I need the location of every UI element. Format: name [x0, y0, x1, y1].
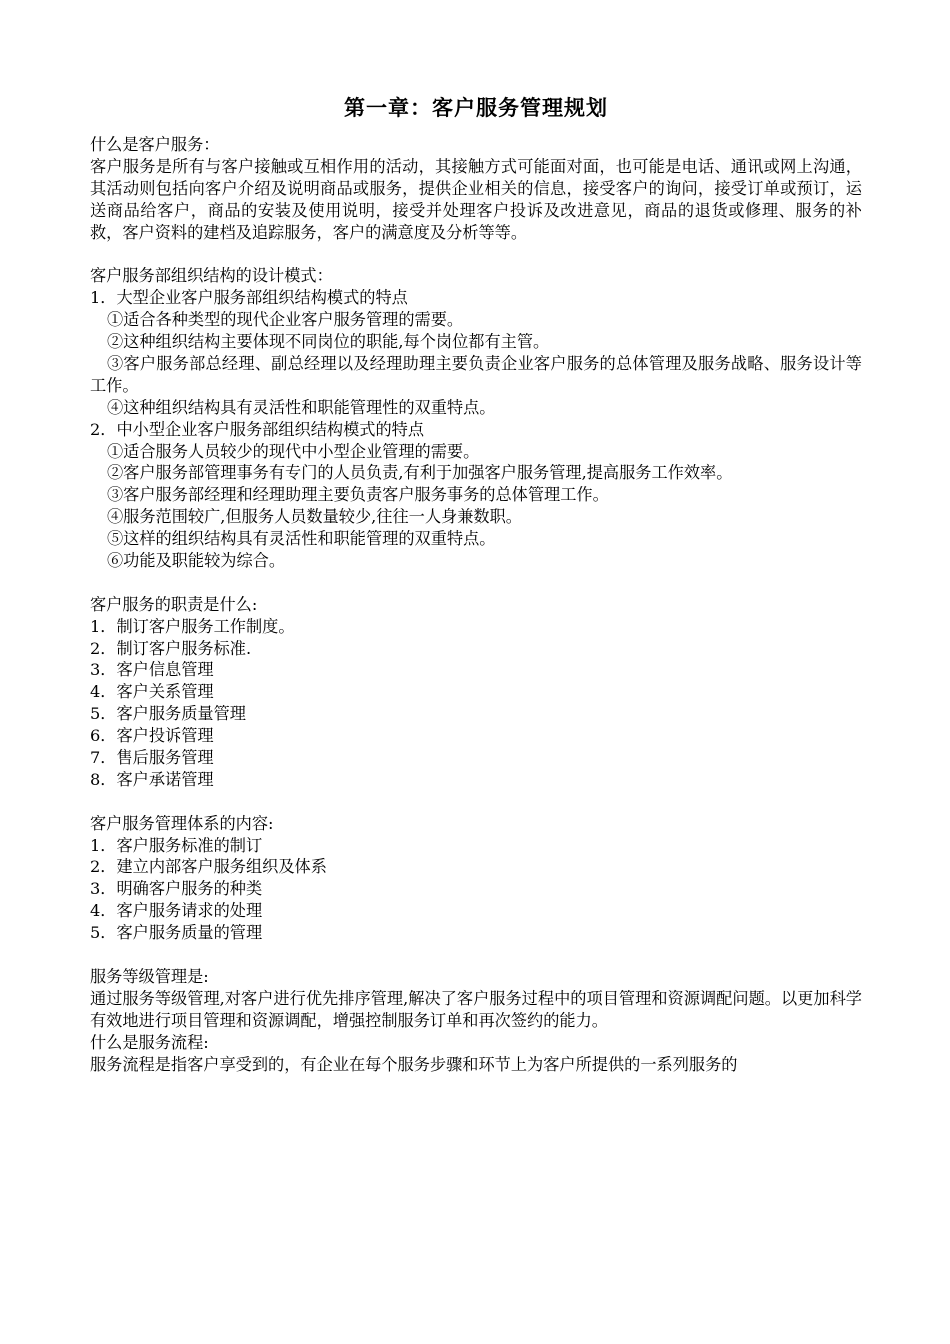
paragraph-customer-service-definition: 客户服务是所有与客户接触或互相作用的活动，其接触方式可能面对面，也可能是电话、通讯或网上沟通，其活动则包括向客户介绍及说明商品或服务，提供企业相关的信息，接受客户的询问，接受订单或预订，运送商品给客户，商品的安装及使用说明，接受并处理客户投诉及改进意见，商品的退货或修理、服务的补救，客户资料的建档及追踪服务，客户的满意度及分析等等。	[90, 156, 862, 242]
list-item: 3．明确客户服务的种类	[90, 879, 263, 899]
list-item: 2．建立内部客户服务组织及体系	[90, 857, 327, 877]
list-item: ⑥功能及职能较为综合。	[107, 551, 286, 571]
list-item: ②客户服务部管理事务有专门的人员负责,有利于加强客户服务管理,提高服务工作效率。	[107, 463, 733, 483]
list-item: ①适合服务人员较少的现代中小型企业管理的需要。	[107, 441, 480, 461]
blank-line	[90, 944, 862, 966]
section-heading-management-system: 客户服务管理体系的内容:	[90, 813, 274, 833]
list-item: ④这种组织结构具有灵活性和职能管理性的双重特点。	[107, 397, 496, 417]
paragraph-service-process: 服务流程是指客户享受到的，有企业在每个服务步骤和环节上为客户所提供的一系列服务的	[90, 1054, 738, 1074]
list-item: ②这种组织结构主要体现不同岗位的职能,每个岗位都有主管。	[107, 332, 550, 352]
list-item: ③客户服务部经理和经理助理主要负责客户服务事务的总体管理工作。	[107, 485, 609, 505]
list-item: ①适合各种类型的现代企业客户服务管理的需要。	[107, 310, 464, 330]
list-item: 5．客户服务质量的管理	[90, 923, 263, 943]
list-item: 8．客户承诺管理	[90, 769, 214, 789]
section-heading-responsibilities: 客户服务的职责是什么:	[90, 594, 258, 614]
list-item: 4．客户关系管理	[90, 682, 214, 702]
blank-line	[90, 791, 862, 813]
blank-line	[90, 572, 862, 594]
subheading-large-enterprise: 1．大型企业客户服务部组织结构模式的特点	[90, 288, 408, 308]
section-heading-what-is-customer-service: 什么是客户服务：	[90, 135, 220, 154]
document-title: 第一章：客户服务管理规划	[344, 96, 608, 120]
list-item: 7．售后服务管理	[90, 748, 214, 768]
paragraph-service-level: 通过服务等级管理,对客户进行优先排序管理,解决了客户服务过程中的项目管理和资源调配问题。以更加科学有效地进行项目管理和资源调配，增强控制服务订单和再次签约的能力。	[90, 988, 862, 1030]
section-heading-org-structure: 客户服务部组织结构的设计模式：	[90, 266, 333, 286]
document-body	[90, 92, 862, 1075]
list-item: ⑤这样的组织结构具有灵活性和职能管理的双重特点。	[107, 529, 496, 549]
list-item: 4．客户服务请求的处理	[90, 901, 263, 921]
section-heading-service-process: 什么是服务流程:	[90, 1032, 209, 1052]
list-item: 5．客户服务质量管理	[90, 704, 246, 724]
list-item: 1．制订客户服务工作制度。	[90, 616, 295, 636]
list-item: ③客户服务部总经理、副总经理以及经理助理主要负责企业客户服务的总体管理及服务战略、服务设计等工作。	[90, 353, 862, 395]
subheading-small-medium-enterprise: 2．中小型企业客户服务部组织结构模式的特点	[90, 419, 425, 439]
list-item: 2．制订客户服务标准.	[90, 638, 252, 658]
list-item: 6．客户投诉管理	[90, 726, 214, 746]
section-heading-service-level: 服务等级管理是:	[90, 966, 209, 986]
list-item: 3．客户信息管理	[90, 660, 214, 680]
blank-line	[90, 244, 862, 266]
list-item: 1．客户服务标准的制订	[90, 835, 263, 855]
list-item: ④服务范围较广,但服务人员数量较少,往往一人身兼数职。	[107, 507, 522, 527]
